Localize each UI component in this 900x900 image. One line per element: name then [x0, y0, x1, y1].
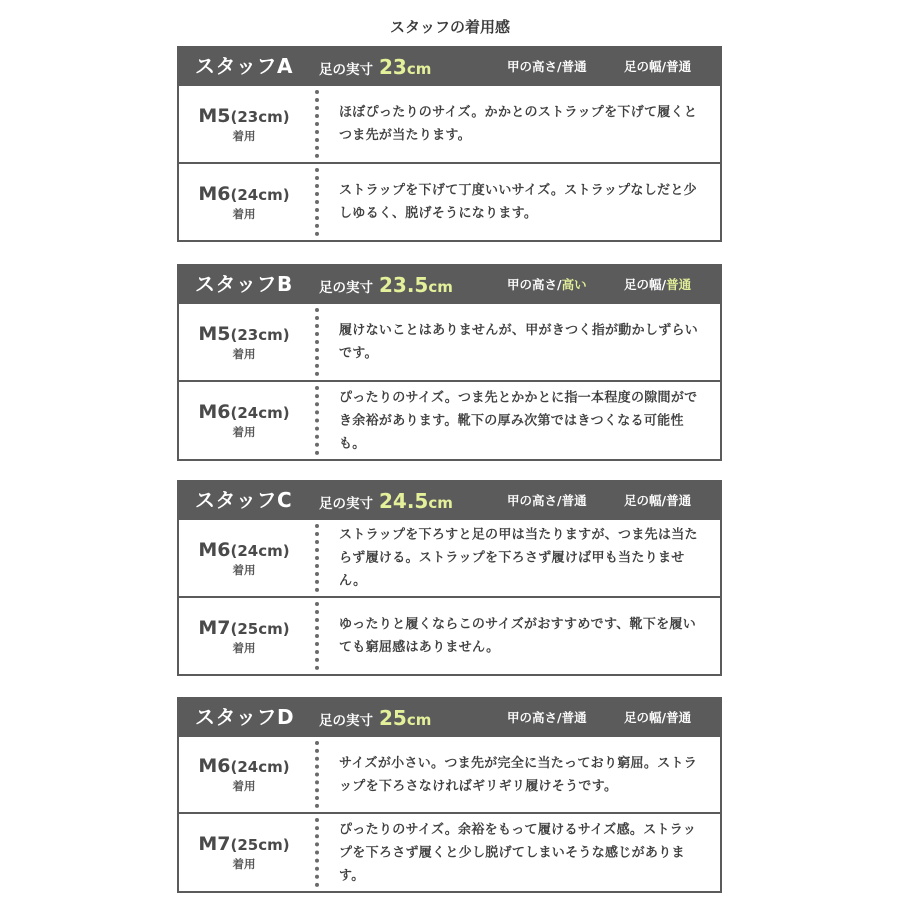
staff-name: スタッフA	[195, 54, 293, 78]
size-code: M5	[198, 104, 231, 127]
foot-size-number: 23.5	[379, 273, 429, 297]
size-cm: (24cm)	[230, 185, 290, 204]
height-attribute	[507, 264, 587, 306]
worn-label: 着用	[232, 425, 256, 439]
size-cm: (24cm)	[230, 758, 290, 776]
height-value: 普通	[561, 493, 587, 508]
dotted-divider	[315, 602, 319, 670]
foot-size-label: 足の実寸	[319, 62, 373, 78]
foot-size-label: 足の実寸	[319, 280, 373, 296]
dotted-divider	[315, 90, 319, 158]
worn-label: 着用	[232, 562, 256, 577]
fit-comment: ほぼぴったりのサイズ。かかとのストラップを下げて履くとつま先が当たります。	[339, 105, 698, 143]
height-value: 普通	[561, 710, 587, 725]
dotted-divider	[315, 308, 319, 376]
worn-label: 着用	[232, 346, 256, 361]
dotted-divider	[315, 741, 319, 808]
fit-row	[177, 598, 722, 676]
foot-size	[319, 480, 453, 525]
size-cell	[179, 814, 309, 891]
size-label	[198, 539, 289, 562]
staff-card-b	[177, 264, 722, 461]
size-label	[198, 401, 289, 424]
size-cell	[179, 598, 309, 674]
fit-row	[177, 737, 722, 814]
size-cell	[179, 520, 309, 596]
staff-card-d	[177, 697, 722, 893]
staff-header	[177, 697, 722, 737]
foot-size	[319, 697, 431, 742]
height-label: 甲の高さ/	[507, 59, 562, 74]
dotted-divider	[315, 818, 319, 887]
foot-size-unit: cm	[428, 278, 453, 296]
width-value: 普通	[666, 59, 692, 74]
height-attribute	[507, 697, 587, 739]
size-cm: (23cm)	[230, 325, 290, 344]
width-value: 普通	[666, 493, 692, 508]
worn-label: 着用	[232, 857, 256, 871]
size-code: M7	[198, 833, 231, 855]
size-code: M6	[198, 755, 231, 777]
size-code: M6	[198, 182, 231, 205]
width-attribute	[624, 46, 691, 88]
size-label	[198, 617, 289, 640]
width-attribute	[624, 480, 691, 522]
width-label: 足の幅/	[624, 277, 667, 292]
fit-comment: ストラップを下ろすと足の甲は当たりますが、つま先は当たらず履ける。ストラップを下ろさず履けば甲も当たりません。	[339, 527, 698, 589]
size-label	[198, 183, 289, 206]
height-value: 高い	[561, 277, 587, 292]
fit-comment: サイズが小さい。つま先が完全に当たっており窮屈。ストラップを下ろさなければギリギリ履けそうです。	[339, 755, 698, 794]
staff-header	[177, 46, 722, 86]
width-label: 足の幅/	[624, 493, 667, 508]
foot-size-value	[379, 489, 453, 513]
page-title: スタッフの着用感	[389, 18, 510, 36]
fit-comment: ストラップを下げて丁度いいサイズ。ストラップなしだと少しゆるく、脱げそうになります。	[339, 183, 697, 221]
size-label	[198, 323, 289, 346]
worn-label: 着用	[232, 640, 256, 655]
dotted-divider	[315, 524, 319, 592]
size-cell	[179, 86, 309, 162]
size-cell	[179, 304, 309, 380]
fit-row	[177, 86, 722, 164]
height-label: 甲の高さ/	[507, 493, 562, 508]
foot-size-label: 足の実寸	[319, 713, 373, 729]
height-label: 甲の高さ/	[507, 277, 562, 292]
size-cell	[179, 382, 309, 459]
fit-comment: ゆったりと履くならこのサイズがおすすめです、靴下を履いても窮屈感はありません。	[339, 617, 697, 655]
foot-size-number: 25	[379, 706, 407, 730]
width-attribute	[624, 264, 691, 306]
foot-size-value	[379, 55, 431, 79]
size-cm: (25cm)	[230, 619, 290, 638]
size-cm: (24cm)	[230, 541, 290, 560]
worn-label: 着用	[232, 128, 256, 143]
fit-comment: 履けないことはありませんが、甲がきつく指が動かしずらいです。	[339, 323, 699, 361]
width-label: 足の幅/	[624, 59, 667, 74]
width-value: 普通	[666, 277, 692, 292]
fit-row	[177, 304, 722, 382]
fit-comment: ぴったりのサイズ。つま先とかかとに指一本程度の隙間ができ余裕があります。靴下の厚み次第ではきつくなる可能性も。	[339, 390, 698, 451]
height-attribute	[507, 480, 587, 522]
size-code: M5	[198, 322, 231, 345]
width-value: 普通	[666, 710, 692, 725]
staff-header	[177, 480, 722, 520]
staff-card-a	[177, 46, 722, 242]
worn-label: 着用	[232, 206, 256, 221]
staff-name: スタッフB	[195, 272, 293, 296]
worn-label: 着用	[232, 779, 256, 793]
foot-size-value	[379, 706, 431, 730]
size-cm: (24cm)	[230, 404, 290, 422]
fit-row	[177, 520, 722, 598]
size-label	[198, 755, 289, 778]
foot-size	[319, 46, 431, 91]
fit-row	[177, 164, 722, 242]
staff-name: スタッフD	[195, 705, 295, 729]
foot-size-number: 23	[379, 55, 407, 79]
size-label	[198, 105, 289, 128]
fit-comment: ぴったりのサイズ。余裕をもって履けるサイズ感。ストラップを下ろさず履くと少し脱げてしまいそうな感じがあります。	[339, 822, 697, 883]
height-attribute	[507, 46, 587, 88]
foot-size	[319, 264, 453, 309]
fit-row	[177, 382, 722, 461]
size-cell	[179, 164, 309, 240]
staff-header	[177, 264, 722, 304]
height-label: 甲の高さ/	[507, 710, 562, 725]
width-attribute	[624, 697, 691, 739]
size-code: M7	[198, 616, 231, 639]
dotted-divider	[315, 386, 319, 455]
foot-size-label: 足の実寸	[319, 496, 373, 512]
size-cm: (25cm)	[230, 836, 290, 854]
size-label	[198, 833, 289, 856]
foot-size-unit: cm	[406, 60, 432, 78]
foot-size-value	[379, 273, 453, 297]
height-value: 普通	[561, 59, 587, 74]
width-label: 足の幅/	[624, 710, 667, 725]
fit-row	[177, 814, 722, 893]
staff-card-c	[177, 480, 722, 676]
dotted-divider	[315, 168, 319, 236]
staff-name: スタッフC	[195, 488, 293, 512]
size-cell	[179, 737, 309, 812]
foot-size-unit: cm	[406, 711, 432, 729]
size-code: M6	[198, 538, 231, 561]
size-cm: (23cm)	[230, 107, 290, 126]
size-code: M6	[198, 401, 231, 423]
foot-size-number: 24.5	[379, 489, 429, 513]
foot-size-unit: cm	[428, 494, 453, 512]
